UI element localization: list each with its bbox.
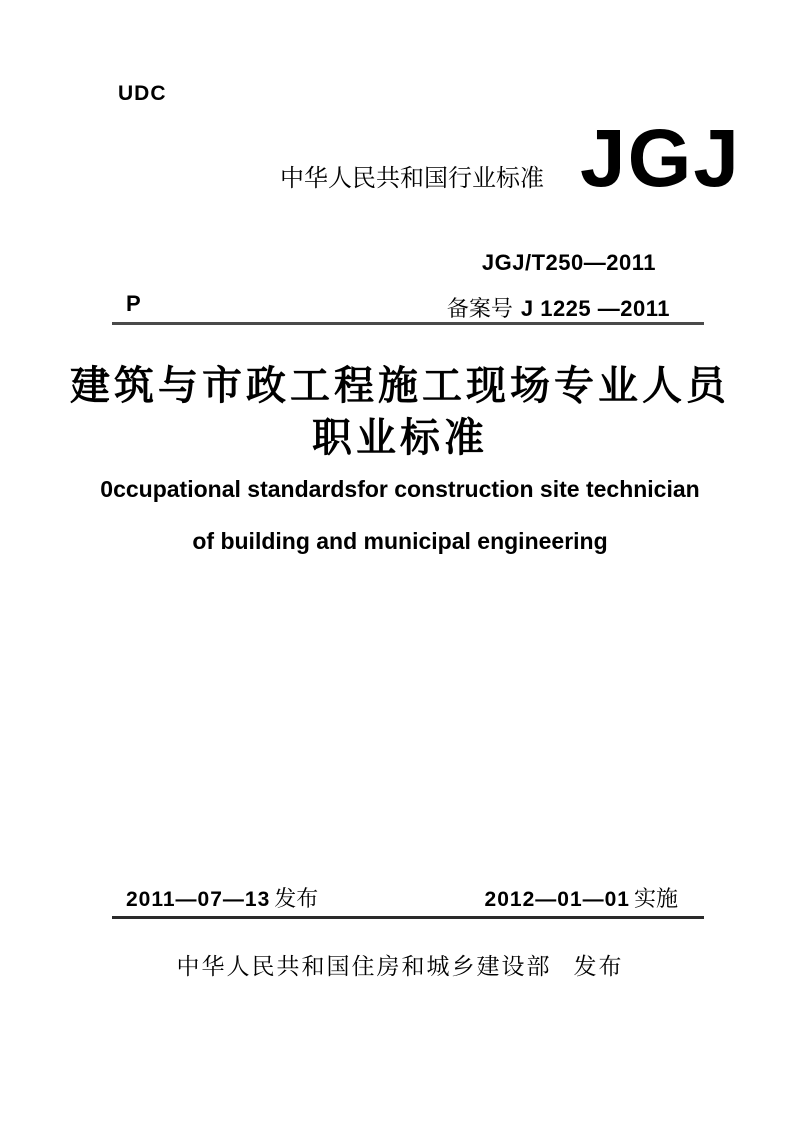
- dates-row: [126, 882, 678, 913]
- udc-label: UDC: [118, 82, 167, 105]
- title-en-line1: 0ccupational standardsfor construction site technician: [100, 476, 700, 502]
- issue-label: 发布: [274, 887, 319, 912]
- title-en-line2: of building and municipal engineering: [192, 528, 608, 554]
- record-number-label: 备案号: [446, 297, 513, 322]
- implementation-date: 2012—01—01: [484, 888, 630, 911]
- classification-label: P: [126, 291, 141, 316]
- record-number-value: J 1225 —2011: [520, 296, 670, 321]
- publisher-row: [0, 948, 800, 981]
- publisher-action-label: 发布: [573, 954, 624, 980]
- standard-code: JGJ/T250—2011: [481, 250, 656, 275]
- implementation-label: 实施: [633, 887, 678, 912]
- issue-date-group: [126, 882, 318, 913]
- title-cn-line2: 职业标准: [312, 414, 488, 461]
- bottom-divider-line: [112, 916, 704, 919]
- issue-date: 2011—07—13: [126, 888, 271, 911]
- record-number-row: [447, 292, 670, 323]
- title-cn-line1: 建筑与市政工程施工现场专业人员: [70, 362, 730, 409]
- implementation-date-group: [485, 882, 678, 913]
- publisher-name: 中华人民共和国住房和城乡建设部: [176, 954, 552, 980]
- standard-title-chinese: [0, 360, 800, 464]
- standard-title-english: [0, 464, 800, 566]
- top-divider-line: [112, 322, 704, 325]
- standard-category-title: 中华人民共和国行业标准: [280, 164, 544, 192]
- standard-logo: JGJ: [580, 113, 741, 204]
